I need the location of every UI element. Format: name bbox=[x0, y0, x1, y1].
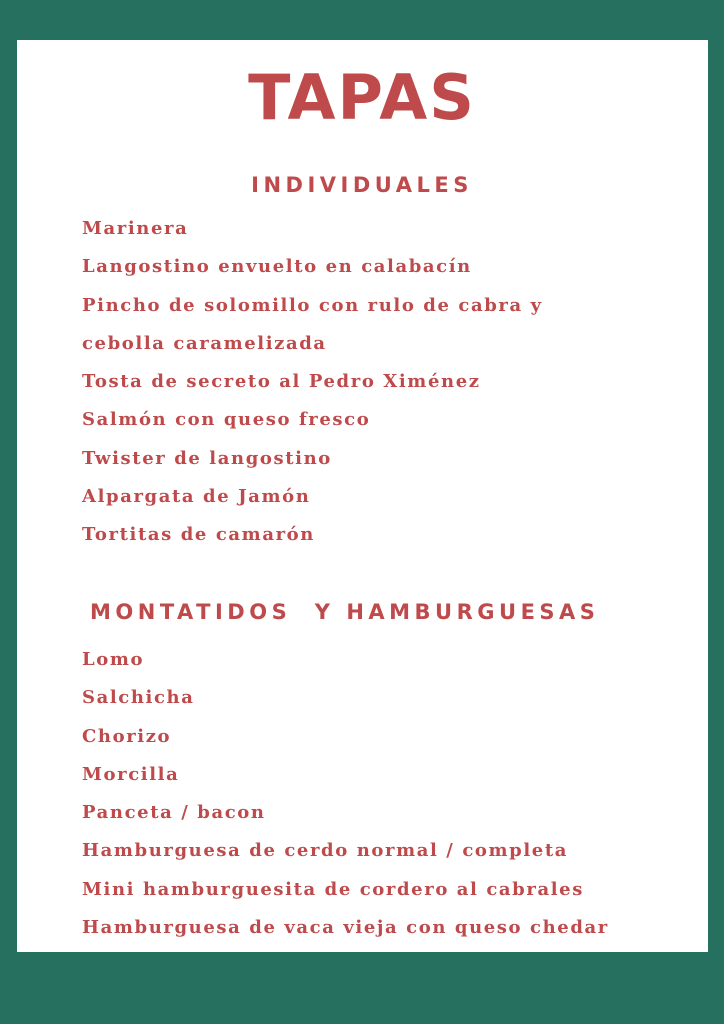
menu-item: Hamburguesa de vaca vieja con queso chedar bbox=[82, 917, 609, 939]
menu-item: cebolla caramelizada bbox=[82, 332, 327, 354]
menu-item: Pincho de solomillo con rulo de cabra y bbox=[82, 294, 543, 316]
menu-list-individuales bbox=[82, 210, 543, 555]
menu-item: Lomo bbox=[82, 649, 145, 670]
menu-item: Salmón con queso fresco bbox=[82, 409, 371, 431]
page-title: TAPAS bbox=[248, 61, 476, 134]
menu-item: Langostino envuelto en calabacín bbox=[82, 256, 472, 278]
menu-item: Panceta / bacon bbox=[82, 802, 266, 824]
menu-item: Morcilla bbox=[82, 763, 180, 785]
section-heading-individuales: INDIVIDUALES bbox=[251, 173, 473, 197]
menu-item: Marinera bbox=[82, 218, 189, 239]
menu-item: Alpargata de Jamón bbox=[82, 486, 311, 508]
menu-item: Hamburguesa de cerdo normal / completa bbox=[82, 840, 569, 862]
menu-item: Twister de langostino bbox=[82, 447, 332, 469]
menu-item: Tosta de secreto al Pedro Ximénez bbox=[82, 371, 481, 393]
menu-item: Tortitas de camarón bbox=[82, 524, 315, 546]
menu-item: Chorizo bbox=[82, 725, 172, 747]
section-heading-montaditos: MONTATIDOS Y HAMBURGUESAS bbox=[90, 600, 600, 624]
menu-item: Mini hamburguesita de cordero al cabrales bbox=[82, 878, 584, 900]
menu-item: Salchicha bbox=[82, 687, 195, 709]
menu-list-montaditos bbox=[82, 641, 609, 947]
